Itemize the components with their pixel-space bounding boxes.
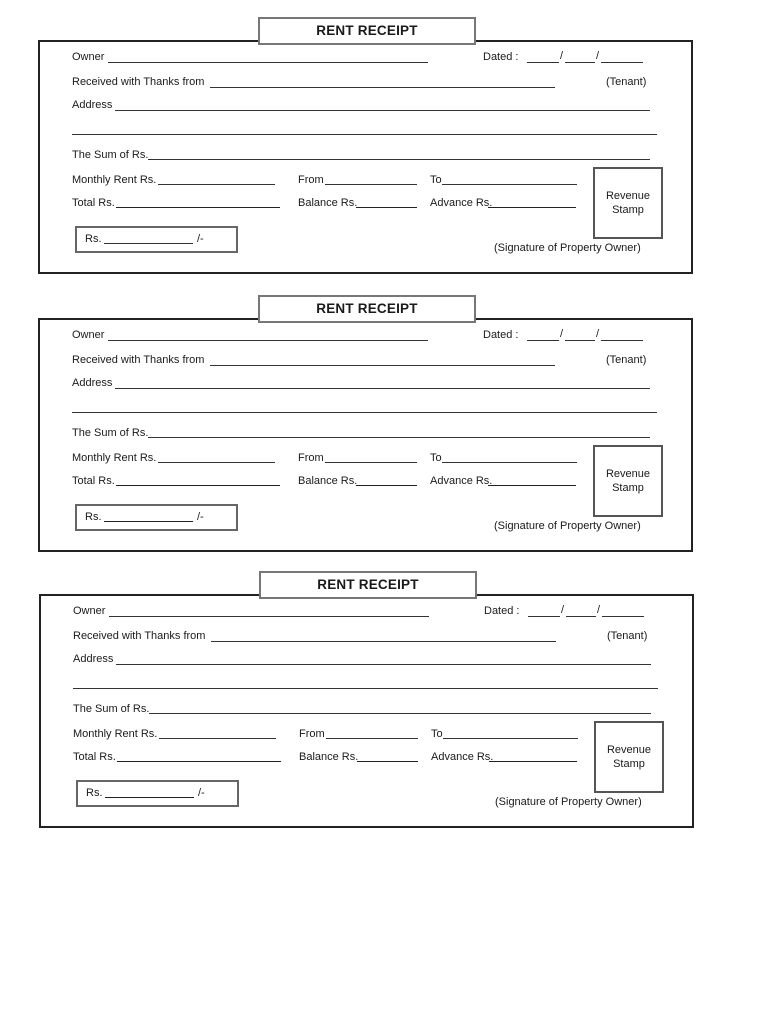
address-field[interactable] [115,110,650,111]
owner-label: Owner [72,51,105,63]
tenant-name-field[interactable] [210,87,555,88]
monthly-rent-field[interactable] [158,184,275,185]
amount-field[interactable] [104,243,193,244]
rs-label: Rs. [85,511,102,523]
balance-label: Balance Rs. [298,197,358,209]
stamp-label-line1: Revenue [606,744,652,756]
monthly-rent-label: Monthly Rent Rs. [72,452,157,464]
amount-box [75,504,238,531]
rs-suffix: /- [197,233,204,245]
date-month-field[interactable] [565,340,595,341]
revenue-stamp-box [593,445,663,517]
address-label: Address [72,377,113,389]
received-label: Received with Thanks from [72,76,205,88]
to-label: To [431,728,443,740]
total-field[interactable] [116,485,280,486]
rs-label: Rs. [86,787,103,799]
sum-field[interactable] [148,437,650,438]
address-label: Address [73,653,114,665]
date-separator: / [560,328,564,340]
owner-label: Owner [73,605,106,617]
tenant-label: (Tenant) [606,76,647,88]
tenant-name-field[interactable] [210,365,555,366]
monthly-rent-label: Monthly Rent Rs. [72,174,157,186]
received-label: Received with Thanks from [73,630,206,642]
rs-suffix: /- [197,511,204,523]
from-label: From [299,728,325,740]
rent-receipt [38,295,693,573]
dated-label: Dated : [483,329,519,341]
total-label: Total Rs. [73,751,116,763]
owner-field[interactable] [109,616,429,617]
date-year-field[interactable] [601,62,643,63]
monthly-rent-field[interactable] [158,462,275,463]
revenue-stamp-box [594,721,664,793]
date-separator: / [561,604,565,616]
date-separator: / [560,50,564,62]
stamp-label-line2: Stamp [613,758,645,770]
stamp-label-line1: Revenue [605,468,651,480]
balance-field[interactable] [357,761,418,762]
from-label: From [298,452,324,464]
date-year-field[interactable] [602,616,644,617]
from-field[interactable] [326,738,418,739]
stamp-label-line2: Stamp [612,204,644,216]
revenue-stamp-box [593,167,663,239]
receipt-title: RENT RECEIPT [259,571,477,599]
signature-label: (Signature of Property Owner) [495,796,642,808]
balance-label: Balance Rs. [299,751,359,763]
sum-field[interactable] [148,159,650,160]
total-field[interactable] [116,207,280,208]
date-separator: / [596,50,600,62]
to-label: To [430,174,442,186]
advance-field[interactable] [488,485,576,486]
total-field[interactable] [117,761,281,762]
rs-label: Rs. [85,233,102,245]
stamp-label-line1: Revenue [605,190,651,202]
dated-label: Dated : [483,51,519,63]
from-field[interactable] [325,184,417,185]
tenant-label: (Tenant) [606,354,647,366]
date-month-field[interactable] [565,62,595,63]
address-field[interactable] [116,664,651,665]
rs-suffix: /- [198,787,205,799]
total-label: Total Rs. [72,197,115,209]
rent-receipt [38,17,693,295]
advance-field[interactable] [488,207,576,208]
from-field[interactable] [325,462,417,463]
address-label: Address [72,99,113,111]
amount-field[interactable] [104,521,193,522]
advance-label: Advance Rs. [430,197,493,209]
amount-field[interactable] [105,797,194,798]
balance-field[interactable] [356,207,417,208]
to-field[interactable] [443,738,578,739]
sum-label: The Sum of Rs. [72,149,149,161]
rent-receipt [39,571,694,849]
date-month-field[interactable] [566,616,596,617]
address-field-line2[interactable] [73,688,658,689]
date-separator: / [596,328,600,340]
to-field[interactable] [442,184,577,185]
from-label: From [298,174,324,186]
advance-label: Advance Rs. [431,751,494,763]
amount-box [76,780,239,807]
advance-label: Advance Rs. [430,475,493,487]
receipt-title: RENT RECEIPT [258,295,476,323]
amount-box [75,226,238,253]
monthly-rent-field[interactable] [159,738,276,739]
address-field-line2[interactable] [72,134,657,135]
tenant-label: (Tenant) [607,630,648,642]
date-day-field[interactable] [527,340,559,341]
owner-field[interactable] [108,62,428,63]
tenant-name-field[interactable] [211,641,556,642]
sum-field[interactable] [149,713,651,714]
signature-label: (Signature of Property Owner) [494,520,641,532]
stamp-label-line2: Stamp [612,482,644,494]
signature-label: (Signature of Property Owner) [494,242,641,254]
date-day-field[interactable] [527,62,559,63]
to-field[interactable] [442,462,577,463]
sum-label: The Sum of Rs. [73,703,150,715]
owner-field[interactable] [108,340,428,341]
to-label: To [430,452,442,464]
received-label: Received with Thanks from [72,354,205,366]
monthly-rent-label: Monthly Rent Rs. [73,728,158,740]
date-year-field[interactable] [601,340,643,341]
total-label: Total Rs. [72,475,115,487]
dated-label: Dated : [484,605,520,617]
address-field[interactable] [115,388,650,389]
receipt-title: RENT RECEIPT [258,17,476,45]
balance-field[interactable] [356,485,417,486]
date-separator: / [597,604,601,616]
owner-label: Owner [72,329,105,341]
sum-label: The Sum of Rs. [72,427,149,439]
balance-label: Balance Rs. [298,475,358,487]
date-day-field[interactable] [528,616,560,617]
advance-field[interactable] [489,761,577,762]
address-field-line2[interactable] [72,412,657,413]
